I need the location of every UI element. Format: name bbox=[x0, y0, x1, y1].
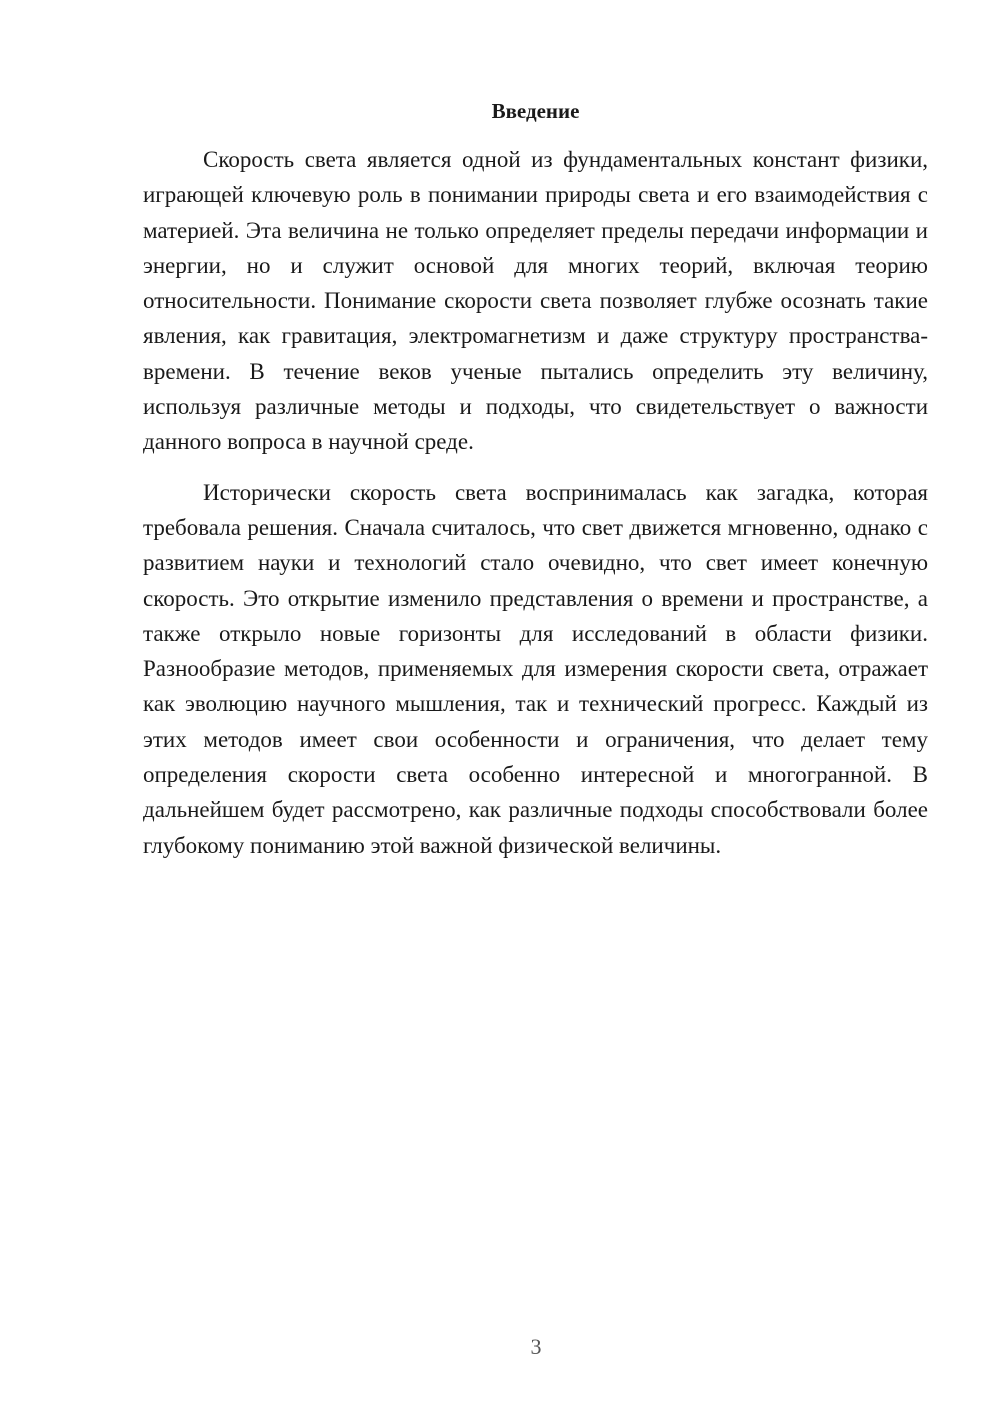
paragraph-2: Исторически скорость света воспринималась как загадка, которая требовала решения. Сначала считалось, что свет движется мгновенно, однако с развитием науки и технологий стало очевидно, что свет имеет конечную скорость. Это открытие изменило представления о времени и пространстве, а также открыло новые горизонты для исследований в области физики. Разнообразие методов, применяемых для измерения скорости света, отражает как эволюцию научного мышления, так и технический прогресс. Каждый из этих методов имеет свои особенности и ограничения, что делает тему определения скорости света особенно интересной и многогранной. В дальнейшем будет рассмотрено, как различные подходы способствовали более глубокому пониманию этой важной физической величины. bbox=[143, 479, 928, 858]
body-text bbox=[143, 142, 928, 863]
section-title: Введение bbox=[491, 99, 580, 123]
page-number: 3 bbox=[530, 1334, 542, 1359]
paragraph-1: Скорость света является одной из фундаментальных констант физики, играющей ключевую роль в понимании природы света и его взаимодействия с материей. Эта величина не только определяет пределы передачи информации и энергии, но и служит основой для многих теорий, включая теорию относительности. Понимание скорости света позволяет глубже осознать такие явления, как гравитация, электромагнетизм и даже структуру пространства-времени. В течение веков ученые пытались определить эту величину, используя различные методы и подходы, что свидетельствует о важности данного вопроса в научной среде. bbox=[143, 147, 928, 455]
